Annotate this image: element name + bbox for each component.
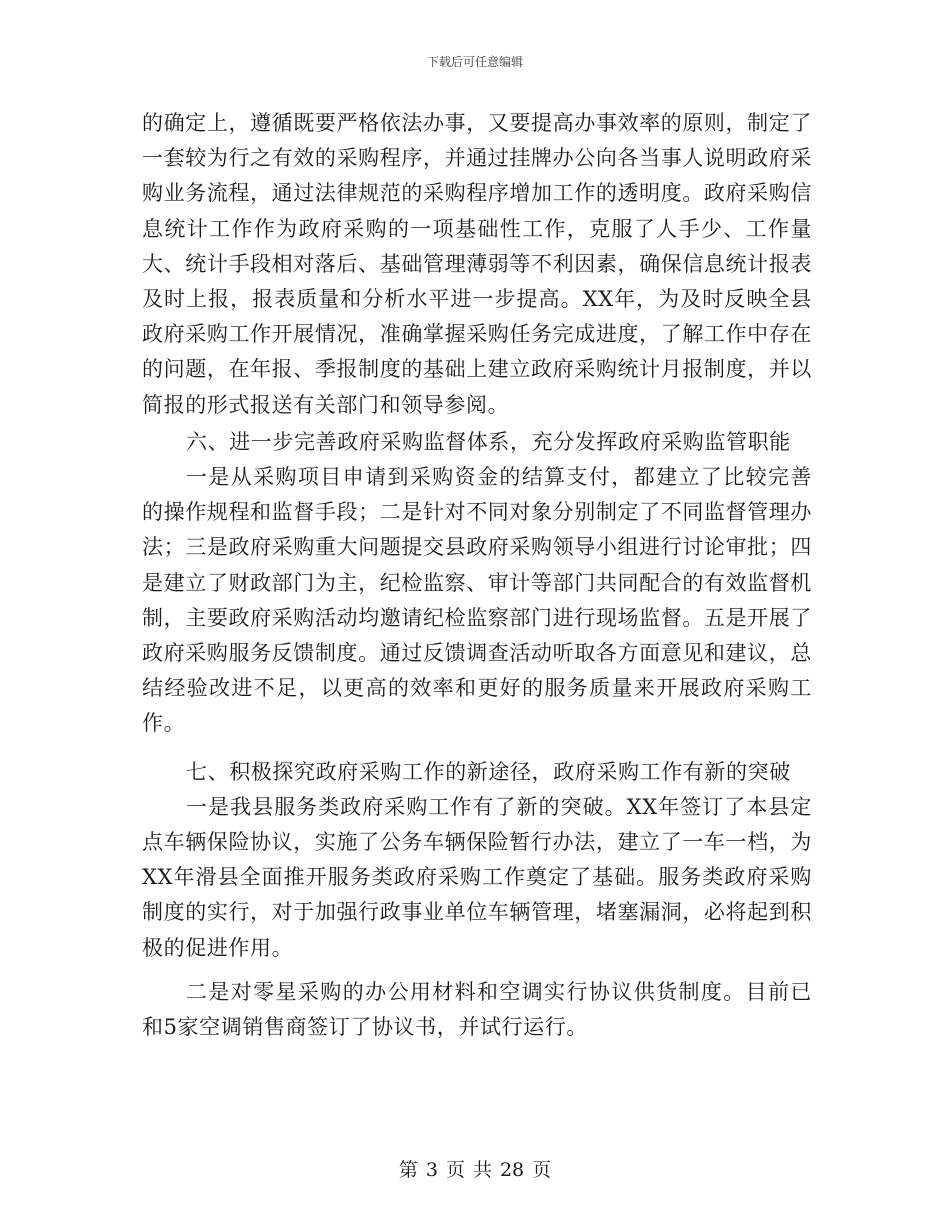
- paragraph-agreement-supply: 二是对零星采购的办公用材料和空调实行协议供货制度。目前已和5家空调销售商签订了协议书，并试行运行。: [142, 979, 812, 1040]
- section-heading-seven: 七、积极探究政府采购工作的新途径，政府采购工作有新的突破: [186, 759, 791, 784]
- page-footer: [0, 1155, 950, 1182]
- paragraph-supervision: 一是从采购项目申请到采购资金的结算支付，都建立了比较完善的操作规程和监督手段；二是针对不同对象分别制定了不同监督管理办法；三是政府采购重大问题提交县政府采购领导小组进行讨论审批；四是建立了财政部门为主，纪检监察、审计等部门共同配合的有效监督机制，主要政府采购活动均邀请纪检监察部门进行现场监督。五是开展了政府采购服务反馈制度。通过反馈调查活动听取各方面意见和建议，总结经验改进不足，以更高的效率和更好的服务质量来开展政府采购工作。: [142, 465, 812, 736]
- page-header: 下载后可任意编辑: [426, 55, 523, 69]
- paragraph-service-procurement: 一是我县服务类政府采购工作有了新的突破。XX年签订了本县定点车辆保险协议，实施了公务车辆保险暂行办法，建立了一车一档，为XX年滑县全面推开服务类政府采购工作奠定了基础。服务类政府采购制度的实行，对于加强行政事业单位车辆管理，堵塞漏洞，必将起到积极的促进作用。: [142, 794, 812, 960]
- footer-current-page: 3: [425, 1159, 438, 1181]
- footer-total-label: 共: [472, 1159, 492, 1181]
- footer-total-pages: 28: [499, 1159, 525, 1181]
- footer-page-unit-end: 页: [532, 1159, 552, 1181]
- document-body: [142, 106, 812, 1045]
- footer-prefix: 第: [398, 1159, 418, 1181]
- section-heading-six: 六、进一步完善政府采购监督体系，充分发挥政府采购监管职能: [186, 429, 791, 454]
- paragraph-continuation: 的确定上，遵循既要严格依法办事，又要提高办事效率的原则，制定了一套较为行之有效的采购程序，并通过挂牌办公向各当事人说明政府采购业务流程，通过法律规范的采购程序增加工作的透明度。政府采购信息统计工作作为政府采购的一项基础性工作，克服了人手少、工作量大、统计手段相对落后、基础管理薄弱等不利因素，确保信息统计报表及时上报，报表质量和分析水平进一步提高。XX年，为及时反映全县政府采购工作开展情况，准确掌握采购任务完成进度，了解工作中存在的问题，在年报、季报制度的基础上建立政府采购统计月报制度，并以简报的形式报送有关部门和领导参阅。: [142, 111, 812, 417]
- footer-page-unit: 页: [445, 1159, 465, 1181]
